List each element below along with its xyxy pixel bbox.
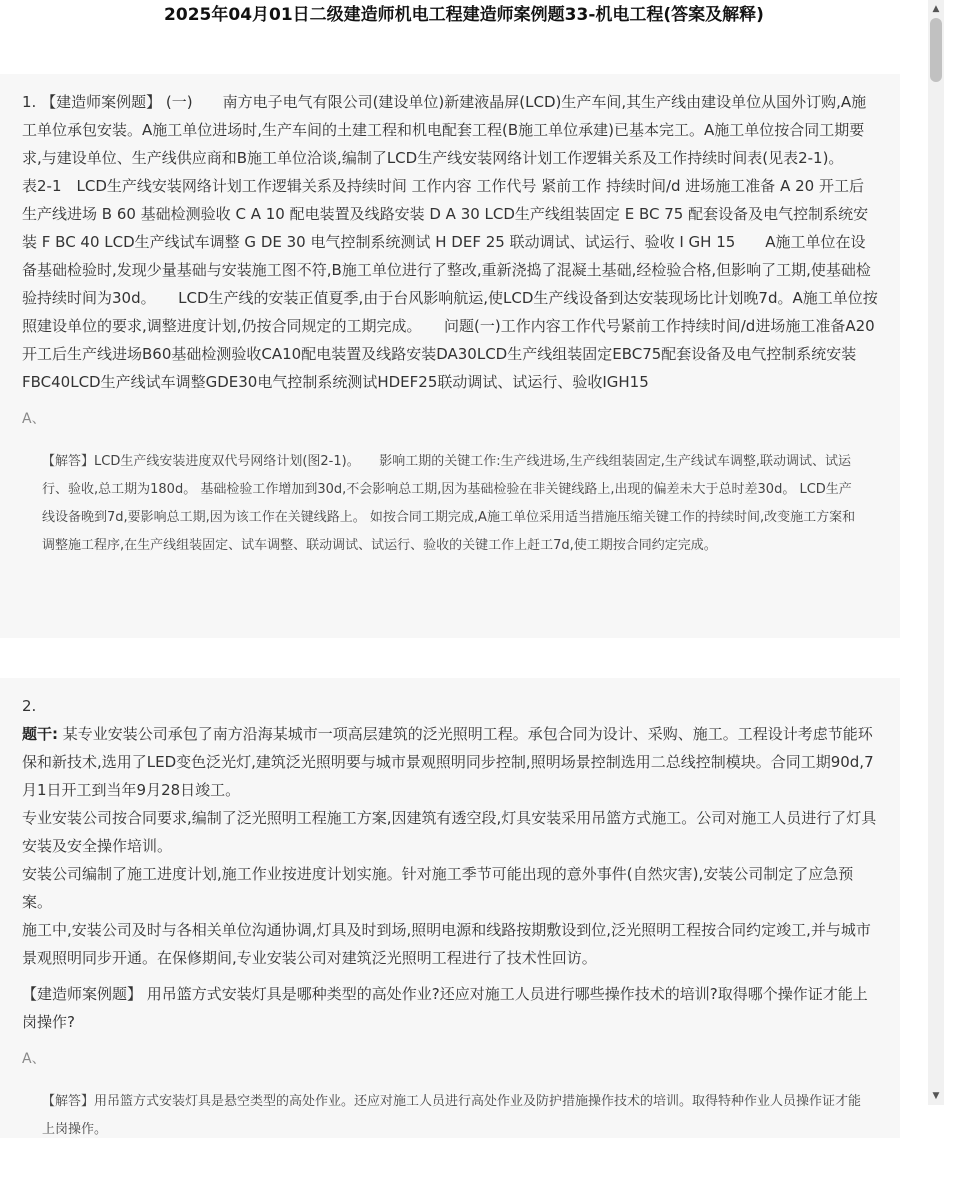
question-2-question: 【建造师案例题】 用吊篮方式安装灯具是哪种类型的高处作业?还应对施工人员进行哪些操作技术的培训?取得哪个操作证才能上岗操作? bbox=[22, 985, 868, 1031]
scroll-down-arrow-icon[interactable]: ▼ bbox=[932, 1091, 940, 1101]
question-2-paragraph-3: 安装公司编制了施工进度计划,施工作业按进度计划实施。针对施工季节可能出现的意外事件(自然灾害),安装公司制定了应急预案。 bbox=[22, 865, 854, 911]
page-title: 2025年04月01日二级建造师机电工程建造师案例题33-机电工程(答案及解释) bbox=[164, 5, 764, 25]
question-2-stem-label: 题干: bbox=[22, 725, 58, 743]
question-2-paragraph-4: 施工中,安装公司及时与各相关单位沟通协调,灯具及时到场,照明电源和线路按期敷设到位,泛光照明工程按合同约定竣工,并与城市景观照明同步开通。在保修期间,专业安装公司对建筑泛光照明工程进行了技术性回访。 bbox=[22, 921, 871, 967]
question-1-body: 【建造师案例题】 (一) 南方电子电气有限公司(建设单位)新建液晶屏(LCD)生产车间,其生产线由建设单位从国外订购,A施工单位承包安装。A施工单位进场时,生产车间的土建工程和机电配套工程(B施工单位承建)已基本完工。A施工单位按合同工期要求,与建设单位、生产线供应商和B施工单位洽谈,编制了LCD生产线安装网络计划工作逻辑关系及工作持续时间表(见表2-1)。 表2-1 LCD生产线安装网络计划工作逻辑关系及持续时间 工作内容 工作代号 紧前工作 持续时间/d 进场施工准备 A 20 开工后生产线进场 B 60 基础检测验收 C A 10 配电装置及线路安装 D A 30 LCD生产线组装固定 E BC 75 配套设备及电气控制系统安装 F BC 40 LCD生产线试车调整 G DE 30 电气控制系统测试 H DEF 25 联动调试、试运行、验收 I GH 15 A施工单位在设备基础检验时,发现少量基础与安装施工图不符,B施工单位进行了整改,重新浇捣了混凝土基础,经检验合格,但影响了工期,使基础检验持续时间为30d。 LCD生产线的安装正值夏季,由于台风影响航运,使LCD生产线设备到达安装现场比计划晚7d。A施工单位按照建设单位的要求,调整进度计划,仍按合同规定的工期完成。 问题(一)工作内容工作代号紧前工作持续时间/d进场施工准备A20开工后生产线进场B60基础检测验收CA10配电装置及线路安装DA30LCD生产线组装固定EBC75配套设备及电气控制系统安装FBC40LCD生产线试车调整GDE30电气控制系统测试HDEF25联动调试、试运行、验收IGH15 bbox=[22, 93, 878, 391]
question-1-number: 1. bbox=[22, 93, 37, 111]
question-1-option-a[interactable]: A、 bbox=[22, 411, 46, 427]
question-2-paragraph-2: 专业安装公司按合同要求,编制了泛光照明工程施工方案,因建筑有透空段,灯具安装采用吊篮方式施工。公司对施工人员进行了灯具安装及安全操作培训。 bbox=[22, 809, 877, 855]
question-2-answer: 【解答】用吊篮方式安装灯具是悬空类型的高处作业。还应对施工人员进行高处作业及防护措施操作技术的培训。取得特种作业人员操作证才能上岗操作。 bbox=[42, 1094, 862, 1137]
question-card-2 bbox=[0, 678, 900, 1138]
question-2-number: 2. bbox=[22, 697, 37, 715]
question-1-answer: 【解答】LCD生产线安装进度双代号网络计划(图2-1)。 影响工期的关键工作:生产线进场,生产线组装固定,生产线试车调整,联动调试、试运行、验收,总工期为180d。 基础检验工作增加到30d,不会影响总工期,因为基础检验在非关键线路上,出现的偏差未大于总时差30d。 LCD生产线设备晚到7d,要影响总工期,因为该工作在关键线路上。 如按合同工期完成,A施工单位采用适当措施压缩关键工作的持续时间,改变施工方案和调整施工程序,在生产线组装固定、试车调整、联动调试、试运行、验收的关键工作上赶工7d,使工期按合同约定完成。 bbox=[42, 454, 856, 553]
question-card-1 bbox=[0, 74, 900, 638]
vertical-scrollbar[interactable] bbox=[928, 0, 944, 1105]
scrollbar-thumb[interactable] bbox=[930, 18, 942, 82]
question-1-text bbox=[22, 88, 878, 396]
question-2-paragraph-1-text: 某专业安装公司承包了南方沿海某城市一项高层建筑的泛光照明工程。承包合同为设计、采购、施工。工程设计考虑节能环保和新技术,选用了LED变色泛光灯,建筑泛光照明要与城市景观照明同步控制,照明场景控制选用二总线控制模块。合同工期90d,7月1日开工到当年9月28日竣工。 bbox=[22, 725, 874, 799]
scroll-up-arrow-icon[interactable]: ▲ bbox=[932, 4, 940, 14]
question-2-paragraph-1 bbox=[22, 720, 878, 804]
question-2-option-a[interactable]: A、 bbox=[22, 1051, 46, 1067]
